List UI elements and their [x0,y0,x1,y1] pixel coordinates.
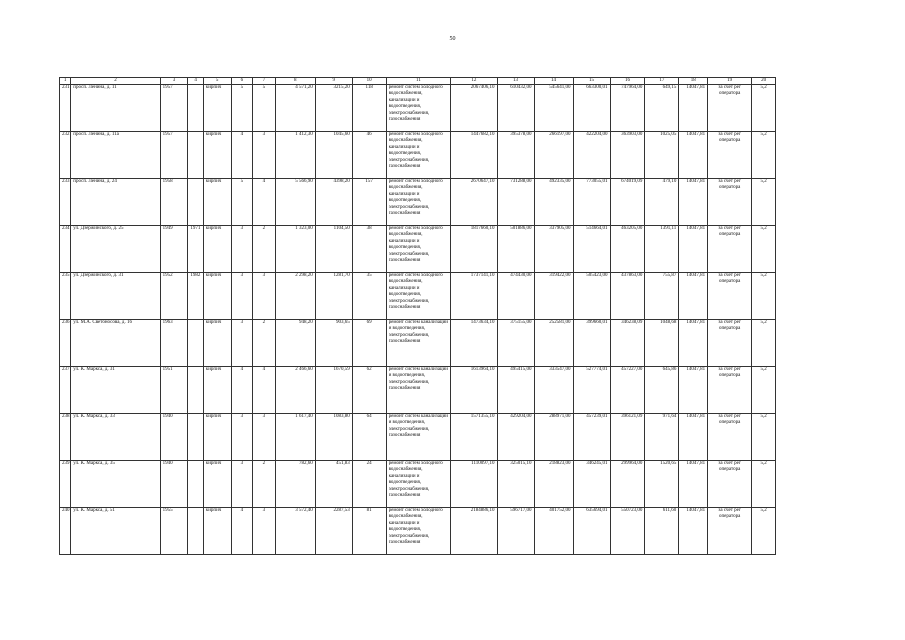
limit-cost-cell: 14047,81 [679,508,708,555]
table-row [60,367,776,414]
total-cost-cell: 1613964,10 [451,367,497,414]
work-type-cell [386,132,451,179]
entrances-cell: 3 [253,273,276,320]
cost-cell: 545641,00 [534,85,573,132]
floors-cell: 5 [231,179,253,226]
column-number: 1 [60,78,71,85]
column-number: 18 [679,78,708,85]
work-type-text: ремонт систем холодного водоснабжения, канализации и водоотведения, электроснабжения, газоснабжения [388,179,443,217]
cost-cell: 492335,00 [534,179,573,226]
floors-cell: 3 [231,461,253,508]
cost-cell: 399660,01 [573,320,610,367]
address-cell: ул. К. Маркса, д. 35 [71,461,160,508]
cost-cell: 514664,01 [573,226,610,273]
living-area-cell: 2287,53 [315,508,352,555]
cost-cell: 252581,00 [534,320,573,367]
work-type-text: ремонт систем холодного водоснабжения, канализации и водоотведения, электроснабжения, газоснабжения [388,226,443,264]
specific-cost-cell: 1391,11 [645,226,679,273]
year-built-cell: 1957 [160,85,188,132]
limit-cost-cell: 14047,81 [679,179,708,226]
row-number: 234 [60,226,71,273]
floors-cell: 4 [231,508,253,555]
address-cell: просп. Ленина, д. 11а [71,132,160,179]
work-type-text: ремонт систем холодного водоснабжения, канализации и водоотведения, электроснабжения, газоснабжения [388,85,443,123]
term-cell: 5,2 [752,273,776,320]
wall-material-cell: кирпич [203,508,231,555]
cost-cell: 501886,00 [497,226,534,273]
year-built-cell: 1958 [160,179,188,226]
total-cost-cell: 1473634,10 [451,320,497,367]
column-number: 2 [71,78,160,85]
term-cell: 5,2 [752,226,776,273]
residents-cell: 24 [352,461,386,508]
table-row [60,226,776,273]
row-number: 236 [60,320,71,367]
work-type-cell [386,367,451,414]
total-cost-cell: 1571355,10 [451,414,497,461]
year-renovated-cell [188,367,203,414]
entrances-cell: 4 [253,179,276,226]
cost-cell: 635694,01 [573,508,610,555]
column-number: 6 [231,78,253,85]
total-cost-cell: 1737141,10 [451,273,497,320]
column-number: 7 [253,78,276,85]
term-cell: 5,2 [752,320,776,367]
total-area-cell: 5 566,90 [275,179,315,226]
cost-cell: 773055,01 [573,179,610,226]
residents-cell: 35 [352,273,386,320]
column-number: 17 [645,78,679,85]
specific-cost-cell: 1048,68 [645,320,679,367]
address-cell: ул. Дзержинского, д. 25 [71,226,160,273]
entrances-cell: 4 [253,367,276,414]
row-number: 233 [60,179,71,226]
year-renovated-cell [188,414,203,461]
column-number: 10 [352,78,386,85]
cost-cell: 474430,00 [497,273,534,320]
cost-cell: 505423,00 [573,273,610,320]
table-row [60,179,776,226]
row-number: 231 [60,85,71,132]
limit-cost-cell: 14047,81 [679,461,708,508]
residents-cell: 46 [352,132,386,179]
living-area-cell: 903,65 [315,320,352,367]
cost-cell: 429204,00 [497,414,534,461]
cost-cell: 457227,00 [610,367,645,414]
work-type-text: ремонт систем холодного водоснабжения, канализации и водоотведения, электроснабжения, газоснабжения [388,508,443,546]
table-row [60,414,776,461]
year-renovated-cell: 1982 [188,273,203,320]
total-area-cell: 4 571,20 [275,85,315,132]
living-area-cell: 1045,60 [315,132,352,179]
specific-cost-cell: 1025,05 [645,132,679,179]
column-number: 4 [188,78,203,85]
cost-cell: 596717,00 [497,508,534,555]
total-area-cell: 1 412,30 [275,132,315,179]
wall-material-cell: кирпич [203,461,231,508]
specific-cost-cell: 649,15 [645,85,679,132]
row-number: 239 [60,461,71,508]
cost-cell: 266197,00 [534,132,573,179]
entrances-cell: 2 [253,461,276,508]
cost-cell: 550723,00 [610,508,645,555]
funding-source-cell: за счет рег оператора [708,367,752,414]
cost-cell: 299964,00 [610,461,645,508]
term-cell: 5,2 [752,179,776,226]
address-cell: ул. Дзержинского, д. 31 [71,273,160,320]
cost-cell: 401752,00 [534,508,573,555]
column-number: 20 [752,78,776,85]
funding-source-cell: за счет рег оператора [708,508,752,555]
residents-cell: 81 [352,508,386,555]
year-built-cell: 1957 [160,132,188,179]
specific-cost-cell: 479,10 [645,179,679,226]
year-built-cell: 1952 [160,273,188,320]
total-area-cell: 782,60 [275,461,315,508]
total-cost-cell: 1817660,10 [451,226,497,273]
cost-cell: 463205,00 [610,226,645,273]
residents-cell: 38 [352,226,386,273]
entrances-cell: 3 [253,508,276,555]
cost-cell: 422204,00 [573,132,610,179]
entrances-cell: 5 [253,85,276,132]
term-cell: 5,2 [752,367,776,414]
year-renovated-cell [188,461,203,508]
limit-cost-cell: 14047,81 [679,414,708,461]
total-area-cell: 3 572,40 [275,508,315,555]
address-cell: просп. Ленина, д. 24 [71,179,160,226]
cost-cell: 325015,10 [497,461,534,508]
entrances-cell: 2 [253,320,276,367]
cost-cell: 747964,00 [610,85,645,132]
cost-cell: 396121,09 [610,414,645,461]
living-area-cell: 1104,50 [315,226,352,273]
total-area-cell: 2 298,20 [275,273,315,320]
cost-cell: 337905,00 [534,226,573,273]
year-built-cell: 1940 [160,414,188,461]
wall-material-cell: кирпич [203,226,231,273]
cost-cell: 363903,00 [610,132,645,179]
total-area-cell: 2 466,60 [275,367,315,414]
work-type-cell [386,273,451,320]
funding-source-cell: за счет рег оператора [708,320,752,367]
cost-cell: 395378,00 [497,132,534,179]
floors-cell: 3 [231,320,253,367]
specific-cost-cell: 1520,65 [645,461,679,508]
cost-cell: 437863,00 [610,273,645,320]
total-cost-cell: 2184886,10 [451,508,497,555]
wall-material-cell: кирпич [203,179,231,226]
work-type-cell [386,320,451,367]
table-row [60,85,776,132]
living-area-cell: 1281,70 [315,273,352,320]
living-area-cell: 1083,80 [315,414,352,461]
year-renovated-cell [188,85,203,132]
total-cost-cell: 1447682,10 [451,132,497,179]
term-cell: 5,2 [752,132,776,179]
year-renovated-cell [188,179,203,226]
year-built-cell: 1951 [160,367,188,414]
limit-cost-cell: 14047,81 [679,320,708,367]
funding-source-cell: за счет рег оператора [708,179,752,226]
year-renovated-cell [188,320,203,367]
wall-material-cell: кирпич [203,85,231,132]
work-type-text: ремонт систем канализации и водоотведения, электроснабжения, газоснабжения [388,320,448,345]
residents-cell: 69 [352,320,386,367]
work-type-cell [386,179,451,226]
cost-cell: 674019,09 [610,179,645,226]
funding-source-cell: за счет рег оператора [708,85,752,132]
address-cell: ул. К. Маркса, д. 31 [71,367,160,414]
column-number: 15 [573,78,610,85]
total-area-cell: 1 617,40 [275,414,315,461]
total-cost-cell: 2670647,10 [451,179,497,226]
row-number: 237 [60,367,71,414]
wall-material-cell: кирпич [203,320,231,367]
specific-cost-cell: 645,86 [645,367,679,414]
column-number: 12 [451,78,497,85]
work-type-text: ремонт систем канализации и водоотведения, электроснабжения, газоснабжения [388,414,448,439]
residents-cell: 62 [352,367,386,414]
floors-cell: 3 [231,273,253,320]
cost-cell: 319422,00 [534,273,573,320]
column-number: 16 [610,78,645,85]
year-renovated-cell [188,132,203,179]
residents-cell: 118 [352,85,386,132]
term-cell: 5,2 [752,461,776,508]
wall-material-cell: кирпич [203,273,231,320]
total-area-cell: 948,20 [275,320,315,367]
living-area-cell: 451,83 [315,461,352,508]
cost-cell: 288971,00 [534,414,573,461]
table-row [60,320,776,367]
living-area-cell: 4398,20 [315,179,352,226]
column-number: 11 [386,78,451,85]
work-type-text: ремонт систем холодного водоснабжения, канализации и водоотведения, электроснабжения, газоснабжения [388,132,443,170]
work-type-cell [386,508,451,555]
limit-cost-cell: 14047,81 [679,226,708,273]
funding-source-cell: за счет рег оператора [708,414,752,461]
term-cell: 5,2 [752,85,776,132]
limit-cost-cell: 14047,81 [679,367,708,414]
row-number: 235 [60,273,71,320]
cost-cell: 527774,01 [573,367,610,414]
wall-material-cell: кирпич [203,414,231,461]
column-number: 3 [160,78,188,85]
work-type-cell [386,461,451,508]
residents-cell: 157 [352,179,386,226]
specific-cost-cell: 971,64 [645,414,679,461]
year-built-cell: 1940 [160,461,188,508]
address-cell: просп. Ленина, д. 11 [71,85,160,132]
floors-cell: 4 [231,132,253,179]
column-number: 19 [708,78,752,85]
cost-cell: 663300,01 [573,85,610,132]
floors-cell: 3 [231,414,253,461]
total-area-cell: 1 323,00 [275,226,315,273]
cost-cell: 346238,09 [610,320,645,367]
column-number-row [60,78,776,85]
living-area-cell: 1670,59 [315,367,352,414]
work-type-cell [386,85,451,132]
address-cell: ул. К. Маркса, д. 33 [71,414,160,461]
year-built-cell: 1949 [160,226,188,273]
funding-source-cell: за счет рег оператора [708,273,752,320]
table-row [60,273,776,320]
specific-cost-cell: 755,87 [645,273,679,320]
work-type-text: ремонт систем канализации и водоотведения, электроснабжения, газоснабжения [388,367,448,392]
entrances-cell: 3 [253,132,276,179]
cost-cell: 457239,01 [573,414,610,461]
work-type-text: ремонт систем холодного водоснабжения, канализации и водоотведения, электроснабжения, газоснабжения [388,461,443,499]
entrances-cell: 3 [253,414,276,461]
limit-cost-cell: 14047,81 [679,85,708,132]
wall-material-cell: кирпич [203,132,231,179]
column-number: 14 [534,78,573,85]
funding-source-cell: за счет рег оператора [708,132,752,179]
floors-cell: 5 [231,85,253,132]
cost-cell: 610432,00 [497,85,534,132]
floors-cell: 3 [231,226,253,273]
table-row [60,508,776,555]
limit-cost-cell: 14047,81 [679,132,708,179]
year-renovated-cell: 1971 [188,226,203,273]
cost-cell: 333547,00 [534,367,573,414]
cost-cell: 375155,00 [497,320,534,367]
residents-cell: 64 [352,414,386,461]
column-number: 13 [497,78,534,85]
specific-cost-cell: 611,60 [645,508,679,555]
cost-cell: 218823,00 [534,461,573,508]
year-built-cell: 1955 [160,508,188,555]
living-area-cell: 3215,20 [315,85,352,132]
wall-material-cell: кирпич [203,367,231,414]
column-number: 9 [315,78,352,85]
total-cost-cell: 2067406,10 [451,85,497,132]
address-cell: ул. М.А. Светоносова, д. 16 [71,320,160,367]
page-number: 50 [449,36,456,42]
floors-cell: 4 [231,367,253,414]
funding-source-cell: за счет рег оператора [708,226,752,273]
column-number: 8 [275,78,315,85]
row-number: 232 [60,132,71,179]
capital-repair-table [59,77,776,555]
term-cell: 5,2 [752,414,776,461]
work-type-cell [386,414,451,461]
table-row [60,132,776,179]
work-type-text: ремонт систем холодного водоснабжения, канализации и водоотведения, электроснабжения, газоснабжения [388,273,443,311]
column-number: 5 [203,78,231,85]
cost-cell: 731288,00 [497,179,534,226]
cost-cell: 346245,01 [573,461,610,508]
entrances-cell: 2 [253,226,276,273]
row-number: 238 [60,414,71,461]
row-number: 240 [60,508,71,555]
table-row [60,461,776,508]
address-cell: ул. К. Маркса, д. 51 [71,508,160,555]
year-built-cell: 1963 [160,320,188,367]
term-cell: 5,2 [752,508,776,555]
year-renovated-cell [188,508,203,555]
cost-cell: 495415,00 [497,367,534,414]
work-type-cell [386,226,451,273]
total-cost-cell: 1110097,10 [451,461,497,508]
funding-source-cell: за счет рег оператора [708,461,752,508]
limit-cost-cell: 14047,81 [679,273,708,320]
